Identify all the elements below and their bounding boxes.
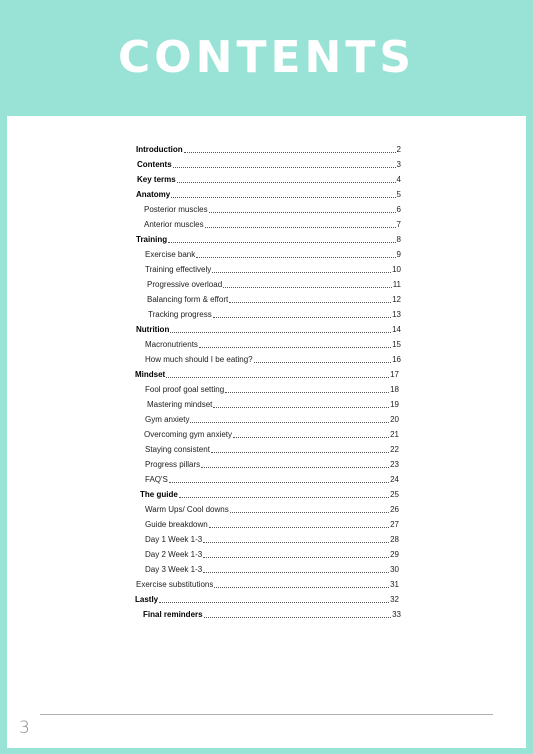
toc-leader-dots: [190, 422, 389, 423]
toc-entry-label: Balancing form & effort: [147, 295, 229, 304]
toc-entry: [145, 351, 401, 365]
toc-entry-label: Training: [136, 235, 168, 244]
toc-entry: [147, 291, 401, 305]
toc-entry: [145, 336, 401, 350]
toc-entry: [145, 546, 399, 560]
toc-entry-label: Posterior muscles: [144, 205, 208, 214]
toc-entry-page: 31: [390, 580, 399, 589]
toc-entry-page: 11: [392, 280, 401, 289]
toc-entry: [145, 561, 399, 575]
toc-entry-label: Gym anxiety: [145, 415, 190, 424]
toc-entry-page: 20: [390, 415, 399, 424]
toc-leader-dots: [171, 197, 395, 198]
toc-entry-page: 14: [392, 325, 401, 334]
toc-entry-page: 6: [396, 205, 401, 214]
toc-leader-dots: [223, 287, 392, 288]
toc-entry-page: 27: [390, 520, 399, 529]
toc-entry: [145, 531, 399, 545]
toc-entry-label: Day 3 Week 1-3: [145, 565, 203, 574]
toc-entry-label: Nutrition: [136, 325, 170, 334]
toc-entry-label: The guide: [140, 490, 178, 499]
toc-entry-page: 5: [396, 190, 401, 199]
toc-leader-dots: [213, 407, 389, 408]
toc-entry: [145, 261, 401, 275]
toc-entry-label: Exercise bank: [145, 250, 196, 259]
toc-entry-page: 25: [390, 490, 399, 499]
toc-entry: [144, 201, 401, 215]
toc-entry-label: Introduction: [136, 145, 183, 154]
toc-entry: [145, 246, 401, 260]
toc-leader-dots: [196, 257, 395, 258]
toc-entry-label: Mastering mindset: [147, 400, 213, 409]
toc-leader-dots: [166, 377, 389, 378]
toc-entry-label: Progress pillars: [145, 460, 201, 469]
toc-entry: [137, 171, 401, 185]
toc-entry-page: 29: [390, 550, 399, 559]
toc-entry-label: Anatomy: [136, 190, 171, 199]
toc-leader-dots: [203, 557, 389, 558]
toc-leader-dots: [203, 572, 389, 573]
toc-entry-label: Final reminders: [143, 610, 203, 619]
toc-leader-dots: [213, 317, 391, 318]
toc-entry: [145, 456, 399, 470]
toc-entry: [147, 276, 401, 290]
toc-entry-page: 24: [390, 475, 399, 484]
toc-leader-dots: [170, 332, 391, 333]
toc-leader-dots: [212, 272, 391, 273]
toc-entry-page: 15: [392, 340, 401, 349]
toc-entry-label: Guide breakdown: [145, 520, 208, 529]
toc-leader-dots: [184, 152, 396, 153]
toc-leader-dots: [230, 512, 389, 513]
toc-entry-page: 3: [396, 160, 401, 169]
toc-entry: [145, 381, 399, 395]
toc-entry-label: Lastly: [135, 595, 159, 604]
toc-entry-page: 26: [390, 505, 399, 514]
toc-entry-label: How much should I be eating?: [145, 355, 253, 364]
toc-entry: [145, 411, 399, 425]
toc-entry: [136, 321, 401, 335]
toc-entry-label: Macronutrients: [145, 340, 198, 349]
toc-entry: [145, 471, 399, 485]
toc-leader-dots: [169, 482, 389, 483]
toc-entry-page: 32: [390, 595, 399, 604]
toc-entry: [148, 306, 401, 320]
toc-entry-page: 19: [390, 400, 399, 409]
toc-leader-dots: [225, 392, 389, 393]
toc-leader-dots: [211, 452, 389, 453]
toc-entry-page: 9: [396, 250, 401, 259]
toc-entry-page: 8: [396, 235, 401, 244]
toc-leader-dots: [173, 167, 396, 168]
toc-entry: [135, 366, 399, 380]
toc-leader-dots: [209, 527, 389, 528]
toc-entry-label: Key terms: [137, 175, 176, 184]
toc-entry-page: 17: [390, 370, 399, 379]
footer-divider: [40, 714, 493, 715]
toc-entry-page: 21: [390, 430, 399, 439]
toc-entry-label: Contents: [137, 160, 172, 169]
toc-entry-label: Day 2 Week 1-3: [145, 550, 203, 559]
toc-entry: [135, 591, 399, 605]
toc-leader-dots: [254, 362, 391, 363]
toc-entry-label: Warm Ups/ Cool downs: [145, 505, 229, 514]
toc-entry-label: Tracking progress: [148, 310, 212, 319]
toc-entry-page: 12: [392, 295, 401, 304]
toc-leader-dots: [159, 602, 389, 603]
page-number: 3: [19, 718, 30, 738]
toc-leader-dots: [203, 542, 389, 543]
toc-leader-dots: [201, 467, 389, 468]
toc-entry-page: 2: [396, 145, 401, 154]
toc-leader-dots: [204, 617, 392, 618]
toc-entry: [145, 516, 399, 530]
toc-entry-page: 33: [392, 610, 401, 619]
toc-entry: [137, 156, 401, 170]
page-title: CONTENTS: [117, 32, 416, 83]
toc-entry-label: Staying consistent: [145, 445, 210, 454]
toc-entry: [145, 441, 399, 455]
toc-leader-dots: [233, 437, 389, 438]
toc-entry-page: 7: [396, 220, 401, 229]
toc-entry: [136, 186, 401, 200]
toc-entry-page: 23: [390, 460, 399, 469]
toc-entry-page: 28: [390, 535, 399, 544]
toc-entry-label: FAQ'S: [145, 475, 168, 484]
toc-leader-dots: [168, 242, 395, 243]
contents-page: [7, 116, 526, 748]
toc-leader-dots: [199, 347, 391, 348]
toc-entry-label: Anterior muscles: [144, 220, 204, 229]
toc-entry: [136, 141, 401, 155]
toc-leader-dots: [229, 302, 391, 303]
toc-entry-label: Mindset: [135, 370, 166, 379]
toc-entry-label: Day 1 Week 1-3: [145, 535, 203, 544]
toc-entry-label: Overcoming gym anxiety: [144, 430, 233, 439]
toc-entry: [144, 426, 399, 440]
toc-leader-dots: [205, 227, 396, 228]
toc-entry: [145, 501, 399, 515]
toc-entry: [140, 486, 399, 500]
toc-entry-page: 18: [390, 385, 399, 394]
toc-entry-label: Progressive overload: [147, 280, 223, 289]
toc-entry-page: 30: [390, 565, 399, 574]
toc-entry-page: 16: [392, 355, 401, 364]
toc-entry: [136, 231, 401, 245]
toc-entry-label: Exercise substitutions: [136, 580, 214, 589]
toc-entry-label: Training effectively: [145, 265, 212, 274]
toc-leader-dots: [214, 587, 389, 588]
toc-leader-dots: [179, 497, 389, 498]
toc-entry-label: Fool proof goal setting: [145, 385, 225, 394]
toc-entry: [144, 216, 401, 230]
toc-entry-page: 10: [392, 265, 401, 274]
toc-entry: [147, 396, 399, 410]
toc-leader-dots: [177, 182, 396, 183]
toc-entry: [136, 576, 399, 590]
toc-entry-page: 22: [390, 445, 399, 454]
toc-leader-dots: [209, 212, 396, 213]
toc-entry-page: 4: [396, 175, 401, 184]
toc-entry-page: 13: [392, 310, 401, 319]
toc-entry: [143, 606, 401, 620]
